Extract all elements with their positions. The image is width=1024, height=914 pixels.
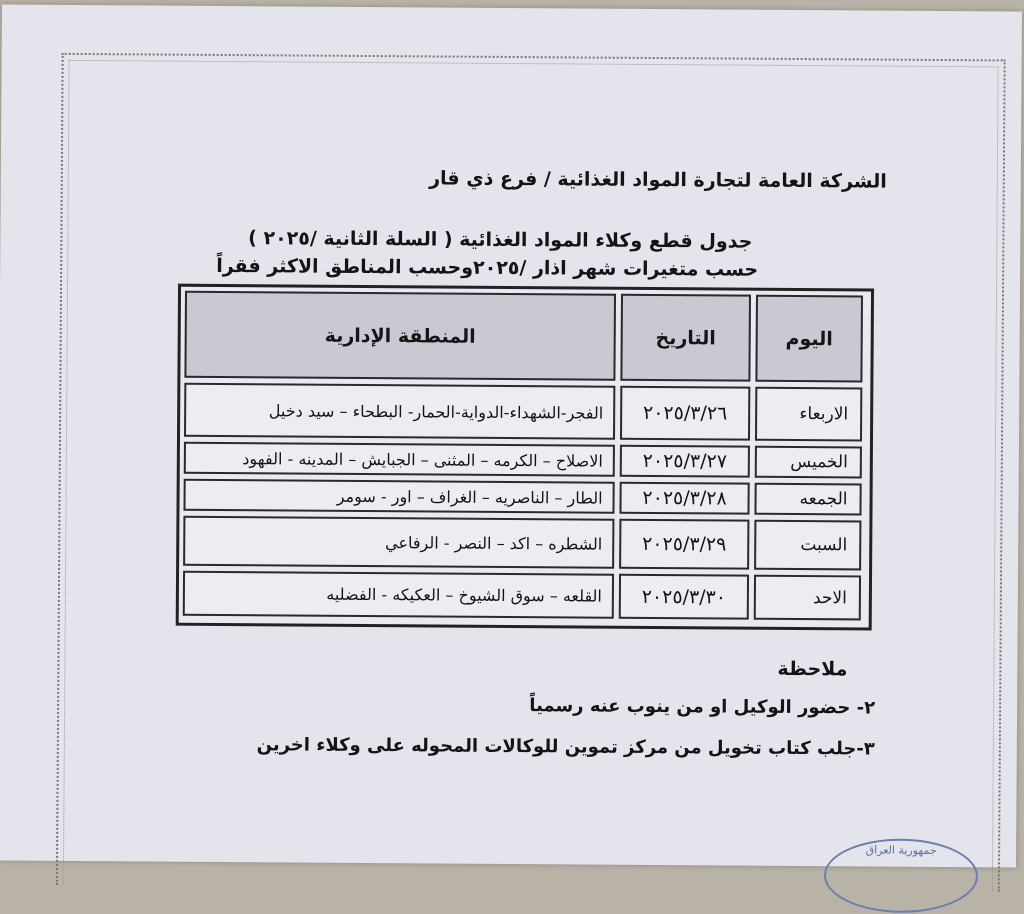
table-row-area: الاصلاح – الكرمه – المثنى – الجبايش – المدينه - الفهود [184,442,615,477]
official-stamp [824,838,979,913]
table-row-date: ٢٠٢٥/٣/٢٧ [620,445,750,478]
header-area: المنطقة الإدارية [184,291,616,381]
document-page [0,4,1022,867]
table-row-day: الاحد [754,575,861,621]
company-name: الشركة العامة لتجارة المواد الغذائية / فرع ذي قار [429,167,887,193]
header-day: اليوم [755,295,863,383]
table-title: جدول قطع وكلاء المواد الغذائية ( السلة الثانية /٢٠٢٥ ) [248,227,753,253]
stamp-text: جمهورية العراق [865,843,937,857]
header-date: التاريخ [620,294,751,382]
table-row-area: القلعه – سوق الشيوخ – العكيكه - الفضليه [183,571,614,619]
table-row-day: السبت [754,520,861,571]
note-item: ٢- حضور الوكيل او من ينوب عنه رسمياً [529,695,876,719]
table-row-area: الشطره – اكد – النصر - الرفاعي [183,516,614,569]
table-row-date: ٢٠٢٥/٣/٣٠ [619,574,749,620]
table-row-date: ٢٠٢٥/٣/٢٨ [619,482,749,515]
table-row-day: الاربعاء [755,387,862,442]
table-row-area: الفجر-الشهداء-الدواية-الحمار- البطحاء – سيد دخيل [184,383,615,440]
table-row-date: ٢٠٢٥/٣/٢٩ [619,519,749,570]
note-item: ٣-جلب كتاب تخويل من مركز تموين للوكالات المحوله على وكلاء اخرين [256,734,875,760]
notes-title: ملاحظة [777,657,848,681]
table-row-day: الخميس [755,446,862,479]
schedule-table [176,284,874,631]
table-row-date: ٢٠٢٥/٣/٢٦ [620,386,750,441]
table-subtitle: حسب متغيرات شهر اذار /٢٠٢٥وحسب المناطق الاكثر فقراً [216,254,759,281]
table-row-day: الجمعه [754,483,861,516]
table-row-area: الطار – الناصريه – الغراف – اور - سومر [183,479,614,514]
